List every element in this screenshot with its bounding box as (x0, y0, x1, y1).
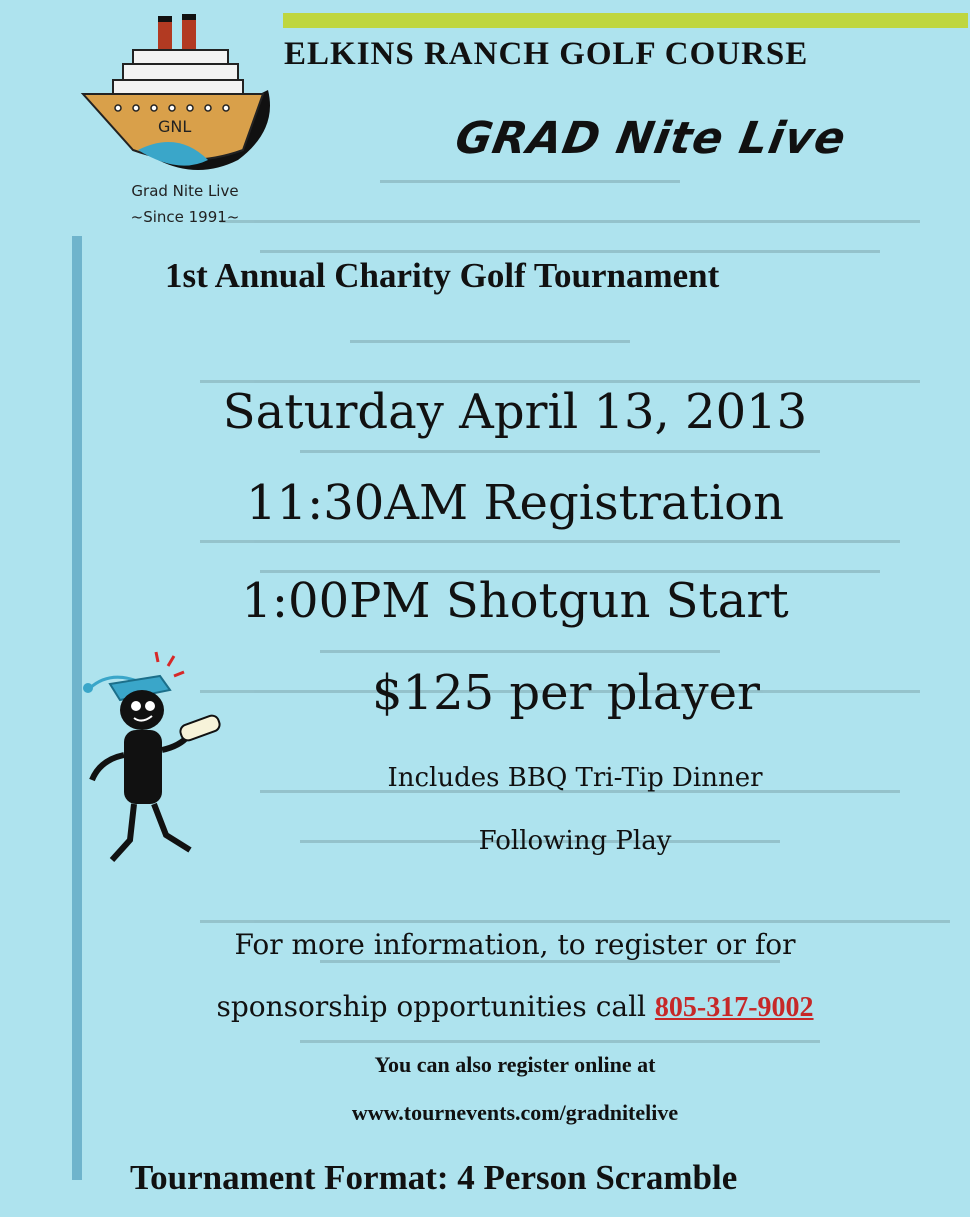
event-date: Saturday April 13, 2013 (222, 384, 808, 440)
price-per-player: $125 per player (372, 665, 760, 721)
tournament-format: Tournament Format: 4 Person Scramble (130, 1158, 738, 1197)
logo-caption-since: ~Since 1991~ (130, 208, 240, 226)
dinner-info: Includes BBQ Tri-Tip Dinner (387, 763, 763, 793)
brand-title: GRAD Nite Live (451, 113, 851, 164)
registration-time: 11:30AM Registration (246, 475, 784, 531)
logo-badge-text: GNL (158, 117, 192, 136)
logo-caption-name: Grad Nite Live (131, 182, 239, 200)
registration-url[interactable]: www.tournevents.com/gradnitelive (351, 1100, 679, 1125)
info-line-2 (0, 990, 970, 1024)
logo-caption (100, 178, 270, 230)
top-accent-rule (283, 13, 968, 28)
online-registration-note: You can also register online at (374, 1052, 656, 1077)
info-line-2-text: sponsorship opportunities call (216, 990, 655, 1023)
event-title: 1st Annual Charity Golf Tournament (165, 256, 720, 295)
phone-number-link[interactable]: 805-317-9002 (654, 992, 814, 1023)
course-name: ELKINS RANCH GOLF COURSE (284, 36, 809, 72)
graduate-figure (80, 650, 230, 865)
dinner-following: Following Play (478, 826, 672, 856)
shotgun-start-time: 1:00PM Shotgun Start (241, 573, 789, 629)
gnl-ship-logo (78, 10, 278, 185)
info-line-1: For more information, to register or for (234, 928, 796, 961)
